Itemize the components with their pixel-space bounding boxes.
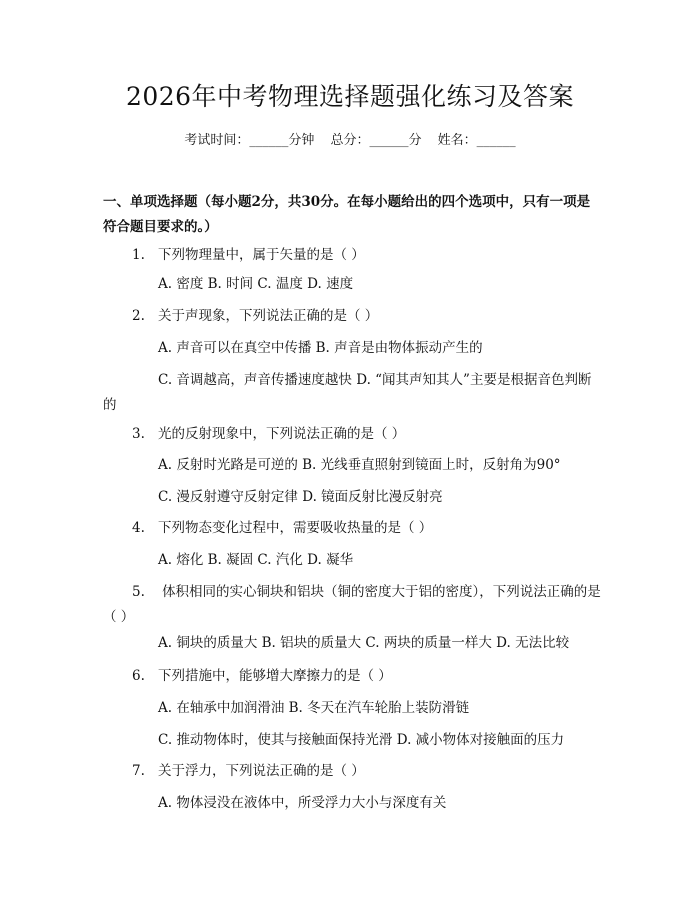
question-4 xyxy=(132,516,432,541)
question-5 xyxy=(103,580,603,630)
exam-meta xyxy=(0,130,700,152)
exam-time-field: 考试时间：______分钟 xyxy=(184,133,315,148)
question-number: 7. xyxy=(132,763,145,779)
student-name-field: 姓名：______ xyxy=(437,133,516,148)
question-3-options-c-d: C. 漫反射遵守反射定律 D. 镜面反射比漫反射亮 xyxy=(158,489,443,505)
question-3-options-a-b: A. 反射时光路是可逆的 B. 光线垂直照射到镜面上时，反射角为90° xyxy=(158,457,561,473)
question-6 xyxy=(132,664,392,689)
section-heading: 一、单项选择题（每小题2分，共30分。在每小题给出的四个选项中，只有一项是符合题目要求的。） xyxy=(103,194,591,235)
question-number: 2. xyxy=(132,308,145,324)
question-stem: 关于声现象，下列说法正确的是（ ） xyxy=(158,308,379,324)
question-6-options-a-b: A. 在轴承中加润滑油 B. 冬天在汽车轮胎上装防滑链 xyxy=(158,700,470,716)
question-stem: 下列物态变化过程中，需要吸收热量的是（ ） xyxy=(158,520,433,536)
question-number: 4. xyxy=(132,520,145,536)
question-number: 5. xyxy=(132,584,145,600)
question-stem: 下列物理量中，属于矢量的是（ ） xyxy=(158,247,365,263)
question-number: 3. xyxy=(132,426,145,442)
question-3 xyxy=(132,422,405,447)
question-2 xyxy=(132,304,378,329)
question-stem: 光的反射现象中，下列说法正确的是（ ） xyxy=(158,426,406,442)
question-5-options: A. 铜块的质量大 B. 铝块的质量大 C. 两块的质量一样大 D. 无法比较 xyxy=(158,635,570,651)
question-2-options-c-d: C. 音调越高，声音传播速度越快 D. “闻其声知其人”主要是根据音色判断的 xyxy=(103,372,592,413)
total-score-field: 总分：______分 xyxy=(330,133,422,148)
question-stem: 下列措施中，能够增大摩擦力的是（ ） xyxy=(158,668,392,684)
question-4-options: A. 熔化 B. 凝固 C. 汽化 D. 凝华 xyxy=(158,552,354,568)
question-1-options: A. 密度 B. 时间 C. 温度 D. 速度 xyxy=(158,276,354,292)
question-6-options-c-d: C. 推动物体时，使其与接触面保持光滑 D. 减小物体对接触面的压力 xyxy=(158,732,565,748)
question-2-options-a-b: A. 声音可以在真空中传播 B. 声音是由物体振动产生的 xyxy=(158,340,483,356)
question-stem: 体积相同的实心铜块和铝块（铜的密度大于铝的密度），下列说法正确的是（ ） xyxy=(103,584,601,625)
question-number: 6. xyxy=(132,668,145,684)
question-number: 1. xyxy=(132,247,145,263)
question-7 xyxy=(132,759,365,784)
question-stem: 关于浮力，下列说法正确的是（ ） xyxy=(158,763,365,779)
page-title: 2026年中考物理选择题强化练习及答案 xyxy=(125,82,575,111)
question-7-option-a: A. 物体浸没在液体中，所受浮力大小与深度有关 xyxy=(158,795,447,811)
question-1 xyxy=(132,243,365,268)
